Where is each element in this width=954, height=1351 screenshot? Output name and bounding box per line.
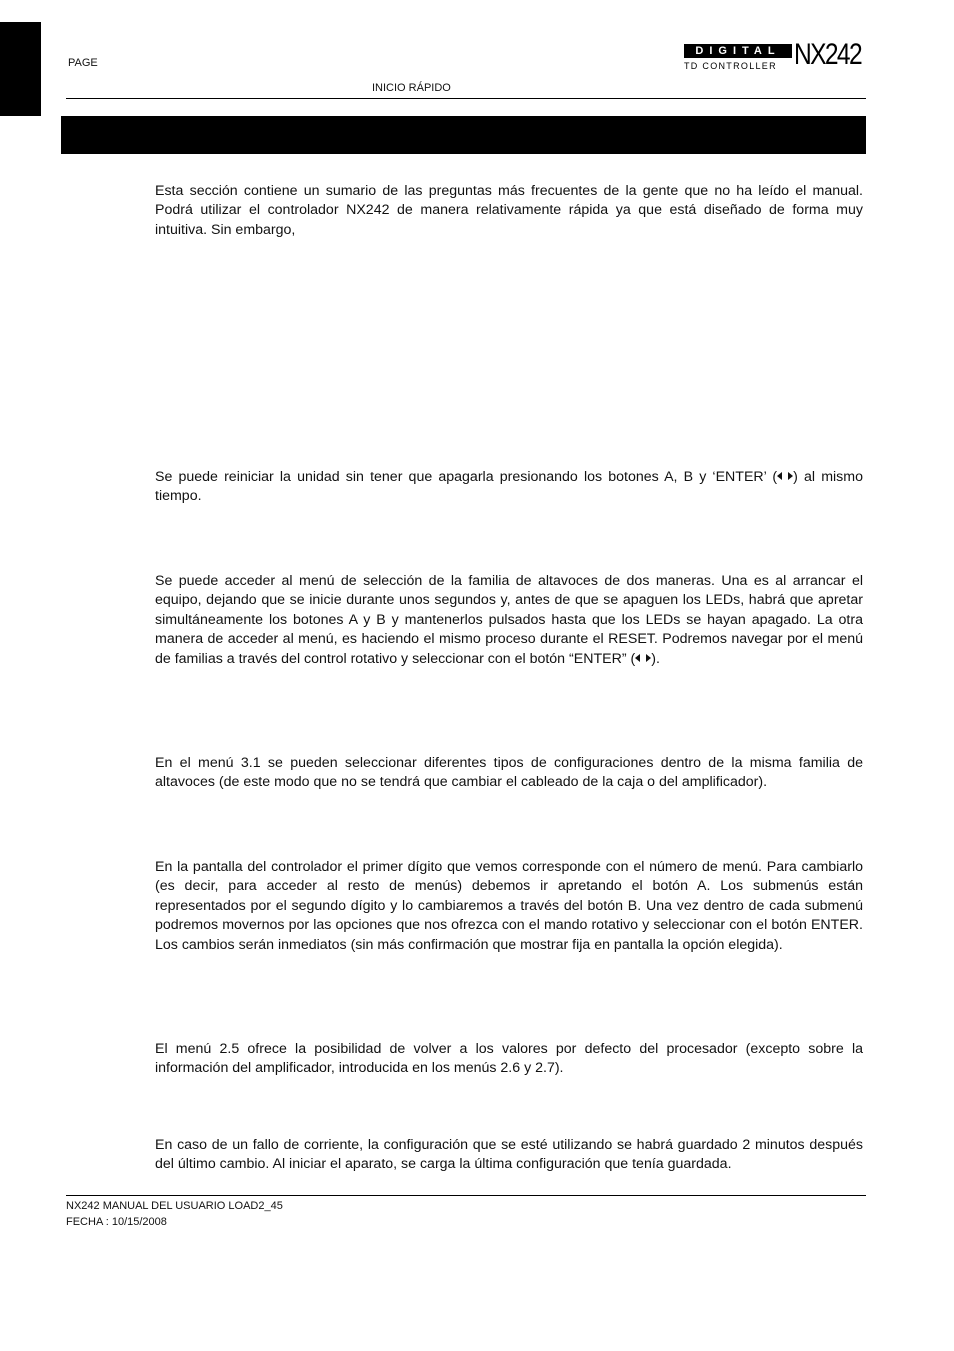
speaker-family-text-a: Se puede acceder al menú de selección de la familia de altavoces de dos maneras. Una es al arrancar el equipo, dejando que se inicie durante unos segundos y, antes de que se apaguen los LEDs, habrá que apretar simultáneamente los botones A y B y mantenerlos pulsados hasta que los LEDs se hayan apagado. La otra manera de acceder al menú, es haciendo el mismo proceso durante el RESET. Podremos navegar por el menú de familias a través del control rotativo y seleccionar con el botón “ENTER” ( <box>155 573 863 667</box>
intro-paragraph: Esta sección contiene un sumario de las preguntas más frecuentes de la gente que no ha leído el manual. Podrá utilizar el controlador NX242 de manera relativamente rápida ya que está diseñado de forma muy intuitiva. Sin embargo, <box>155 183 863 238</box>
side-tab-marker <box>0 22 41 116</box>
footer-divider <box>66 1195 866 1196</box>
reset-text-b: ) al mismo tiempo. <box>155 469 863 505</box>
logo-digital-text: DIGITAL <box>684 44 792 58</box>
footer-date: FECHA : 10/15/2008 <box>66 1216 167 1228</box>
nx242-logo <box>684 38 868 72</box>
section-label: INICIO RÁPIDO <box>372 82 451 94</box>
logo-model: NX242 <box>794 38 862 71</box>
configurations-paragraph: En el menú 3.1 se pueden seleccionar diferentes tipos de configuraciones dentro de la misma familia de altavoces (de este modo que no se tendrá que cambiar el cableado de la caja o del amplificador). <box>155 755 863 791</box>
reset-paragraph <box>155 468 863 507</box>
reset-text-a: Se puede reiniciar la unidad sin tener que apagarla presionando los botones A, B y ‘ENTER’ ( <box>155 469 778 485</box>
logo-subtitle: TD CONTROLLER <box>684 61 777 71</box>
page-label: PAGE <box>68 57 98 69</box>
speaker-family-paragraph <box>155 572 863 669</box>
menu-navigation-paragraph: En la pantalla del controlador el primer dígito que vemos corresponde con el número de menú. Para cambiarlo (es decir, para acceder al resto de menús) debemos ir apretando el botón A. Los submenús están representados por el segundo dígito y lo cambiaremos a través del botón B. Una vez dentro de cada submenú podremos movernos por las opciones que nos ofrezca con el mando rotativo y seleccionar con el botón ENTER. Los cambios serán inmediatos (sin más confirmación que mostrar fija en pantalla la opción elegida). <box>155 859 863 953</box>
footer-manual-title: NX242 MANUAL DEL USUARIO LOAD2_45 <box>66 1200 283 1212</box>
left-arrow-icon <box>635 654 640 662</box>
power-failure-paragraph: En caso de un fallo de corriente, la configuración que se esté utilizando se habrá guardado 2 minutos después del último cambio. Al iniciar el aparato, se carga la última configuración que tenía guardada. <box>155 1137 863 1173</box>
left-arrow-icon <box>777 472 782 480</box>
factory-reset-paragraph: El menú 2.5 ofrece la posibilidad de volver a los valores por defecto del procesador (excepto sobre la información del amplificador, introducida en los menús 2.6 y 2.7). <box>155 1041 863 1077</box>
section-title-bar <box>61 116 866 154</box>
speaker-family-text-b: ). <box>651 650 660 667</box>
header-divider <box>66 98 866 99</box>
